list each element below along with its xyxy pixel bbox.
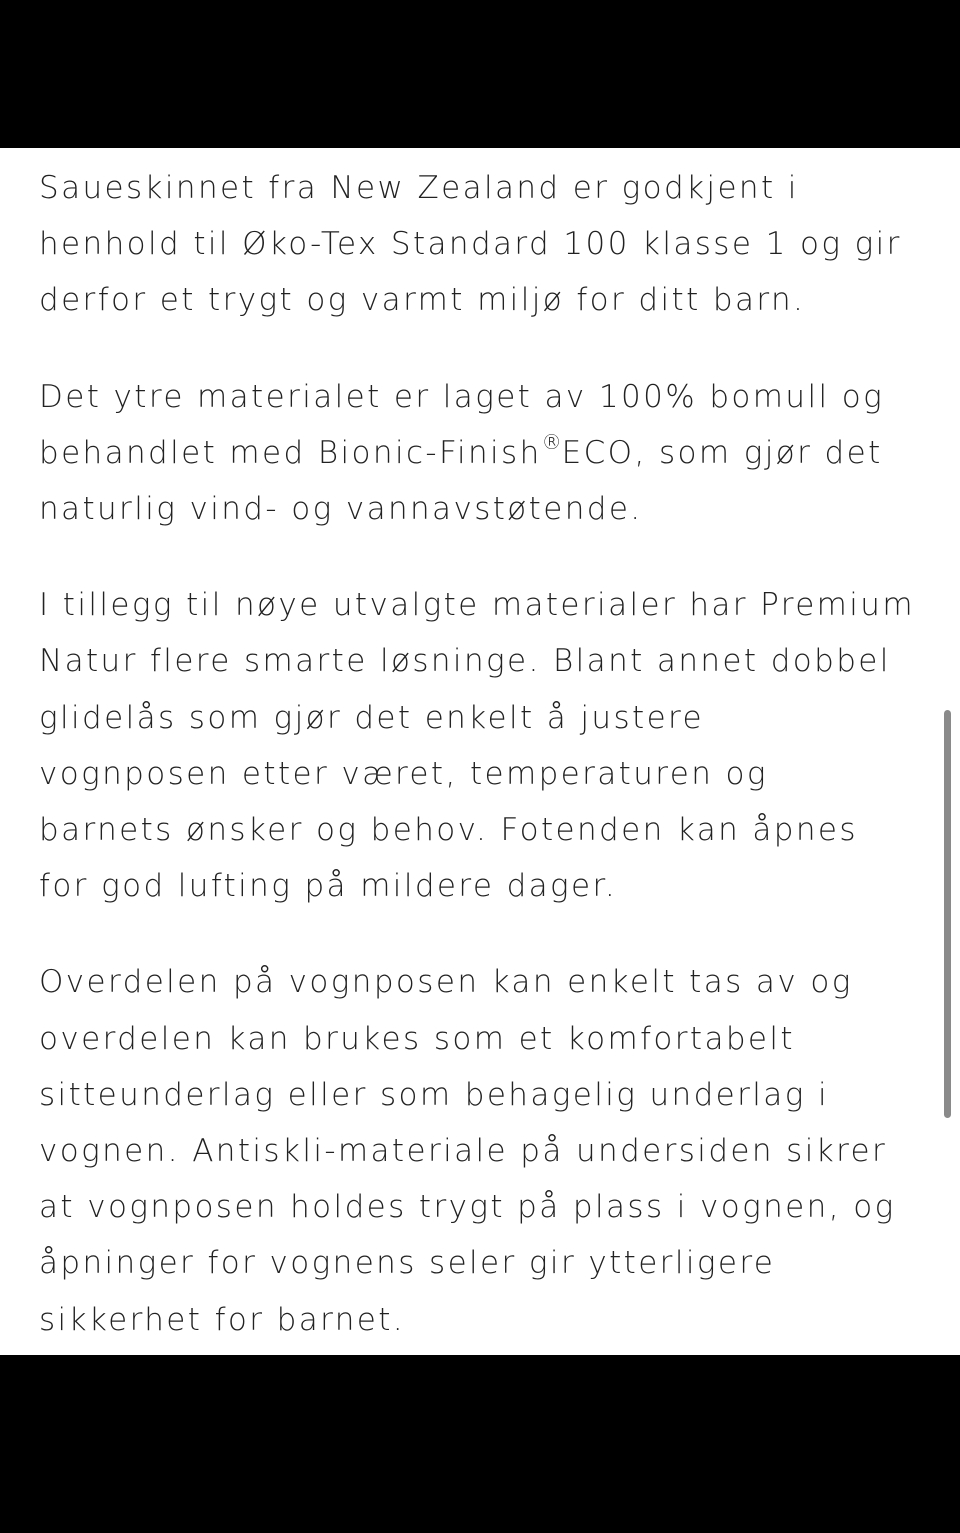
product-description — [39, 160, 929, 1348]
outer-material-line-2-suffix: ECO, som gjør det — [561, 434, 883, 471]
top-black-bar — [0, 0, 960, 148]
paragraph-sheepskin: Saueskinnet fra New Zealand er godkjent i henhold til Øko-Tex Standard 100 klasse 1 og gir derfor et trygt og varmt miljø for ditt barn. — [39, 170, 902, 319]
registered-trademark-mark: ® — [541, 429, 562, 454]
outer-material-line-3: naturlig vind- og vannavstøtende. — [39, 491, 643, 528]
outer-material-line-2-prefix: behandlet med Bionic-Finish — [39, 434, 542, 471]
paragraph-smart-solutions: I tillegg til nøye utvalgte materialer har Premium Natur flere smarte løsninge. Blant annet dobbel glidelås som gjør det enkelt å justere vognposen etter været, temperaturen og barnets ønsker og behov. Fotenden kan åpnes for god lufting på mildere dager. — [39, 587, 915, 905]
scrollbar-thumb[interactable] — [944, 710, 951, 1118]
outer-material-line-1: Det ytre materialet er laget av 100% bomull og — [39, 378, 885, 415]
paragraph-top-part: Overdelen på vognposen kan enkelt tas av og overdelen kan brukes som et komfortabelt sitteunderlag eller som behagelig underlag i vognen. Antiskli-materiale på undersiden sikrer at vognposen holdes trygt på plass i vognen, og åpninger for vognens seler gir ytterligere sikkerhet for barnet. — [39, 964, 896, 1338]
paragraph-outer-material — [39, 369, 929, 538]
bottom-black-bar — [0, 1355, 960, 1533]
content-panel — [0, 148, 960, 1355]
